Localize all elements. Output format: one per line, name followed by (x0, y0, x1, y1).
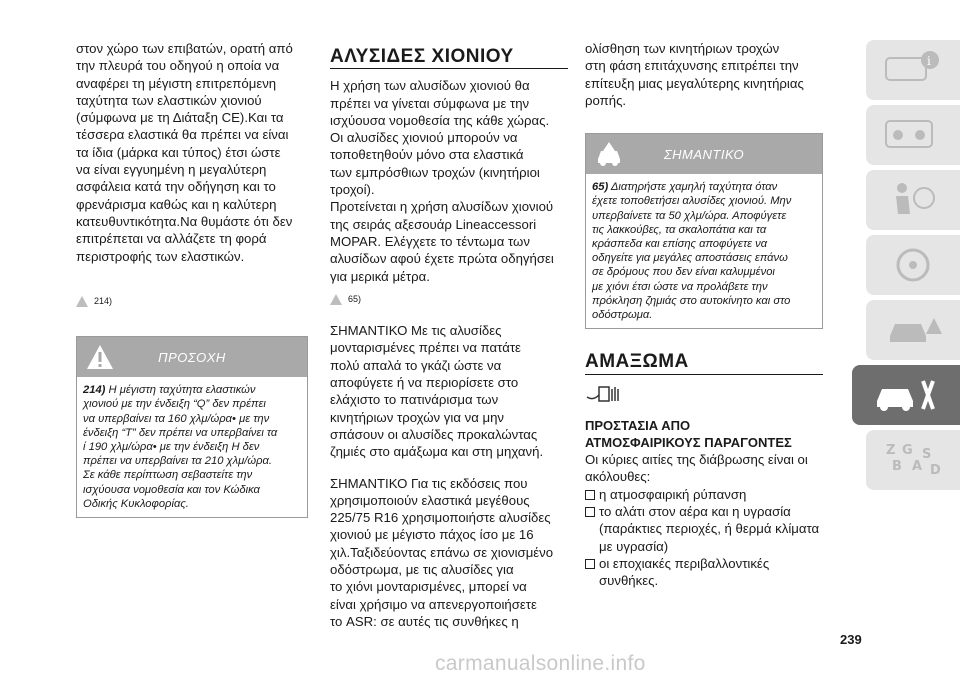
tab-index[interactable] (866, 430, 960, 490)
important-header (586, 134, 822, 174)
important-number: 65) (592, 181, 609, 194)
chapter-tabs (852, 40, 960, 495)
watermark: carmanualsonline.info (435, 652, 646, 675)
snow-chains-paragraph-3: ΣΗΜΑΝΤΙΚΟ Για τις εκδόσεις που χρησιμοποιούν ελαστικά μεγέθους 225/75 R16 χρησιμοποιήστε αλυσίδες χιονιού με μέγιστο πάχος ίσο με 16 χιλ.Ταξιδεύοντας επάνω σε χιονισμένο οδόστρωμα, με τις αλυσίδες για το χιόνι μονταρισμένες, μπορεί να είναι χρήσιμο να απενεργοποιήσετε το ASR: σε αυτές τις συνθήκες η (330, 475, 554, 629)
column-3 (585, 40, 823, 589)
caution-title: ΠΡΟΣΟΧΗ (158, 349, 226, 365)
important-title: ΣΗΜΑΝΤΙΚΟ (663, 146, 745, 162)
column-2 (330, 40, 568, 630)
list-item: το αλάτι στον αέρα και η υγρασία (παράκτιες περιοχές, ή θερμά κλίματα με υγρασία) (585, 503, 823, 555)
checkbox-bullet-icon (585, 559, 595, 569)
caution-header (77, 337, 307, 377)
intro-paragraph: στον χώρο των επιβατών, ορατή από την πλευρά του οδηγού η οποία να αναφέρει τη μέγιστη επιτρεπόμενη ταχύτητα των ελαστικών χιονιού (σύμφωνα με τη Διάταξη CE).Και τα τέσσερα ελαστικά θα πρέπει να είναι τα ίδια (μάρκα και τύπος) έτσι ώστε να είναι εγγυημένη η μεγαλύτερη ασφάλεια κατά την οδήγηση και το φρενάρισμα καθώς και η καλύτερη κατευθυντικότητα.Να θυμάστε ότι δεν επιτρέπεται να αλλάζετε τη φορά περιστροφής των ελαστικών. (76, 41, 293, 264)
car-service-icon (871, 373, 941, 417)
steering-icon (878, 243, 948, 287)
svg-text:B: B (892, 459, 902, 474)
caution-triangle-icon (330, 294, 342, 305)
tab-car-info[interactable] (866, 40, 960, 100)
tab-car-service[interactable] (852, 365, 960, 425)
car-info-icon (878, 48, 948, 92)
svg-text:D: D (930, 463, 941, 478)
important-text: Διατηρήστε χαμηλή ταχύτητα όταν έχετε τοποθετήσει αλυσίδες χιονιού. Μην υπερβαίνετε τα 50 χλμ/ώρα. Αποφύγετε τις λακκούβες, τα σκαλοπάτια και τα κράσπεδα και επίσης αποφύγετε να οδηγείτε για μεγάλες αποστάσεις επάνω σε δρόμους που δεν είναι καλυμμένοι με χιόνι έτσι ώστε να προλάβετε την πρόκληση ζημιάς στο αυτοκίνητο και στο οδόστρωμα. (592, 181, 792, 322)
list-item: η ατμοσφαιρική ρύπανση (585, 486, 823, 503)
protection-subtitle: ΠΡΟΣΤΑΣΙΑ ΑΠΟ ΑΤΜΟΣΦΑΙΡΙΚΟΥΣ ΠΑΡΑΓΟΝΤΕΣ (585, 417, 792, 450)
tab-airbag[interactable] (866, 170, 960, 230)
tab-car-lights[interactable] (866, 105, 960, 165)
bodywork-title: ΑΜΑΞΩΜΑ (585, 353, 823, 374)
continued-paragraph: ολίσθηση των κινητήριων τροχών στη φάση επιτάχυνσης επιτρέπει την επίτευξη μιας μεγαλύτερης κινητήριας ροπής. (585, 41, 804, 108)
svg-text:A: A (912, 459, 923, 474)
page-number: 239 (840, 632, 862, 647)
tab-car-warning[interactable] (866, 300, 960, 360)
caution-number: 214) (83, 384, 106, 397)
car-warning-icon (878, 308, 948, 352)
caution-body (77, 377, 307, 517)
caution-text: Η μέγιστη ταχύτητα ελαστικών χιονιού με την ένδειξη “Q” δεν πρέπει να υπερβαίνει τα 160 χλμ/ώρα• με την ένδειξη “T” δεν πρέπει να υπερβαίνει τα ί 190 χλμ/ώρα• με την ένδειξη Η δεν πρέπει να υπερβαίνει τα 210 χλμ/ώρα. Σε κάθε περίπτωση σεβαστείτε την ισχύουσα νομοθεσία και τον Κώδικα Οδικής Κυκλοφορίας. (83, 384, 278, 510)
tab-steering[interactable] (866, 235, 960, 295)
svg-text:Z: Z (886, 443, 896, 458)
reference-number: 65) (348, 293, 362, 304)
checkbox-bullet-icon (585, 507, 595, 517)
reference-line (76, 293, 308, 310)
svg-text:G: G (902, 443, 913, 458)
important-box (585, 133, 823, 329)
reference-number: 214) (94, 295, 113, 306)
column-1 (76, 40, 308, 518)
important-body (586, 174, 822, 328)
airbag-icon (878, 178, 948, 222)
checkbox-bullet-icon (585, 490, 595, 500)
warning-triangle-icon (76, 296, 88, 307)
index-letters-icon (878, 438, 948, 482)
car-lights-icon (878, 113, 948, 157)
caution-box (76, 336, 308, 518)
reference-line (330, 291, 568, 308)
snow-chains-paragraph-2: ΣΗΜΑΝΤΙΚΟ Με τις αλυσίδες μονταρισμένες πρέπει να πατάτε πολύ απαλά το γκάζι ώστε να αποφύγετε ή να περιορίσετε στο ελάχιστο το πατινάρισμα των κινητήριων τροχών για να μην σπάσουν οι αλυσίδες προκαλώντας ζημιές στο αμάξωμα και στη μηχανή. (330, 323, 544, 460)
corrosion-lead: Οι κύριες αιτίες της διάβρωσης είναι οι ακόλουθες: (585, 452, 808, 485)
snow-chains-title: ΑΛΥΣΙΔΕΣ ΧΙΟΝΙΟΥ (330, 48, 568, 69)
spray-gun-icon (585, 383, 823, 409)
list-item: οι εποχιακές περιβαλλοντικές συνθήκες. (585, 555, 823, 590)
svg-text:S: S (922, 447, 932, 462)
snow-chains-paragraph-1: Η χρήση των αλυσίδων χιονιού θα πρέπει να γίνεται σύμφωνα με την ισχύουσα νομοθεσία της κάθε χώρας. Οι αλυσίδες χιονιού μπορούν να τοποθετηθούν μόνο στα ελαστικά των εμπρόσθιων τροχών (κινητήριοι τροχοί). Προτείνεται η χρήση αλυσίδων χιονιού της σειράς αξεσουάρ Lineaccessori MOPAR. Ελέγχετε το τέντωμα των αλυσίδων αφού έχετε πρώτα οδηγήσει για μερικά μέτρα. (330, 78, 554, 284)
svg-text:i: i (927, 54, 931, 68)
